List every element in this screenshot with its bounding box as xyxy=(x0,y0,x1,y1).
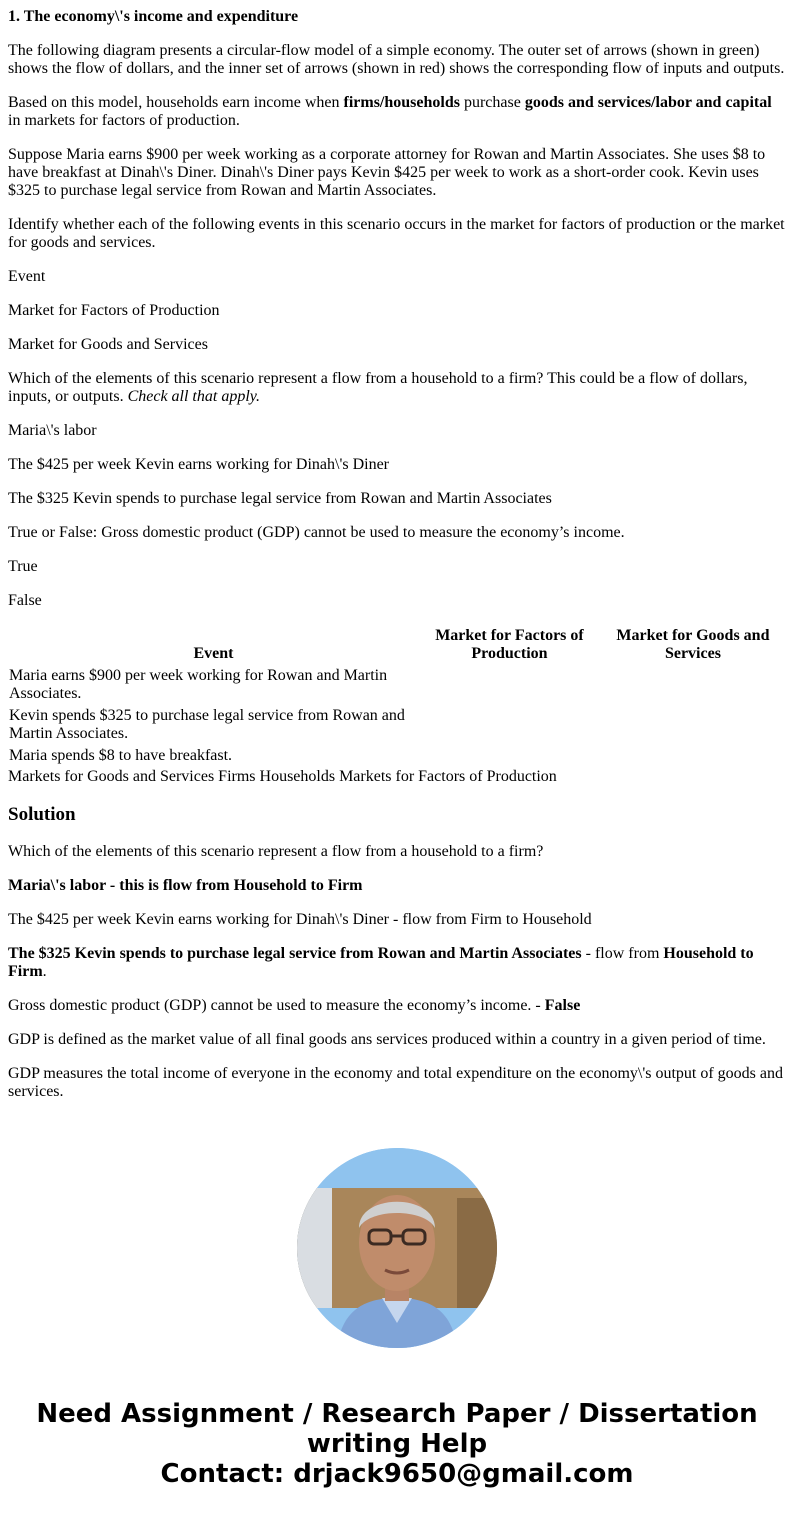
table-row xyxy=(8,746,786,766)
solution-answer-kevin-earns: The $425 per week Kevin earns working for Dinah\'s Diner - flow from Firm to Household xyxy=(8,911,592,928)
promo-contact[interactable]: Contact: drjack9650@gmail.com xyxy=(160,1459,634,1489)
dropdown-goods-labor[interactable]: goods and services/labor and capital xyxy=(524,94,772,111)
goods-choice-cell[interactable] xyxy=(600,746,786,766)
header-event: Event xyxy=(193,645,234,662)
promo-line-2: writing Help xyxy=(306,1429,488,1459)
promo-line-1: Need Assignment / Research Paper / Dissertation xyxy=(36,1399,758,1429)
events-table xyxy=(6,624,788,768)
identify-prompt: Identify whether each of the following events in this scenario occurs in the market for factors of production or the market for goods and services. xyxy=(8,216,785,251)
option-false[interactable]: False xyxy=(8,592,42,609)
solution-question: Which of the elements of this scenario represent a flow from a household to a firm? xyxy=(8,843,544,860)
solution-heading: Solution xyxy=(8,804,76,825)
header-goods-and-services: Market for Goods and Services xyxy=(616,627,770,662)
model-statement: Based on this model, households earn income when firms/households purchase goods and services/labor and capital in markets for factors of production. xyxy=(8,94,772,129)
table-row xyxy=(8,706,786,744)
solution-answer-kevin-spends: The $325 Kevin spends to purchase legal service from Rowan and Martin Associates - flow from Household to Firm. xyxy=(8,945,754,980)
event-cell: Kevin spends $325 to purchase legal service from Rowan and Martin Associates. xyxy=(9,707,405,742)
gdp-definition: GDP is defined as the market value of all final goods ans services produced within a country in a given period of time. xyxy=(8,1031,766,1048)
label-event: Event xyxy=(8,268,46,285)
option-kevin-spends[interactable]: The $325 Kevin spends to purchase legal service from Rowan and Martin Associates xyxy=(8,490,552,507)
factors-choice-cell[interactable] xyxy=(421,666,598,704)
header-factors-of-production: Market for Factors of Production xyxy=(435,627,584,662)
table-header-row xyxy=(8,626,786,664)
label-goods-market: Market for Goods and Services xyxy=(8,336,208,353)
gdp-answer: Gross domestic product (GDP) cannot be used to measure the economy’s income. - False xyxy=(8,997,581,1014)
factors-choice-cell[interactable] xyxy=(421,706,598,744)
option-maria-labor[interactable]: Maria\'s labor xyxy=(8,422,97,439)
scenario-text: Suppose Maria earns $900 per week working as a corporate attorney for Rowan and Martin Associates. She uses $8 to have breakfast at Dinah\'s Diner. Dinah\'s Diner pays Kevin $425 per week to work as a short-order cook. Kevin uses $325 to purchase legal service from Rowan and Martin Associates. xyxy=(8,146,766,199)
author-portrait-icon xyxy=(297,1148,497,1348)
author-avatar xyxy=(297,1148,497,1348)
event-cell: Maria earns $900 per week working for Rowan and Martin Associates. xyxy=(9,667,388,702)
dropdown-firms-households[interactable]: firms/households xyxy=(343,94,460,111)
solution-answer-maria: Maria\'s labor - this is flow from Household to Firm xyxy=(8,877,363,894)
true-false-prompt: True or False: Gross domestic product (GDP) cannot be used to measure the economy’s income. xyxy=(8,524,625,541)
label-factors-market: Market for Factors of Production xyxy=(8,302,220,319)
intro-text: The following diagram presents a circular-flow model of a simple economy. The outer set of arrows (shown in green) shows the flow of dollars, and the inner set of arrows (shown in red) shows the corresponding flow of inputs and outputs. xyxy=(8,42,785,77)
table-row xyxy=(8,666,786,704)
option-kevin-earns[interactable]: The $425 per week Kevin earns working for Dinah\'s Diner xyxy=(8,456,389,473)
question-heading: 1. The economy\'s income and expenditure xyxy=(8,8,299,25)
diagram-labels: Markets for Goods and Services Firms Households Markets for Factors of Production xyxy=(8,768,557,785)
option-true[interactable]: True xyxy=(8,558,38,575)
gdp-measure: GDP measures the total income of everyone in the economy and total expenditure on the economy\'s output of goods and services. xyxy=(8,1065,783,1100)
goods-choice-cell[interactable] xyxy=(600,706,786,744)
flow-prompt: Which of the elements of this scenario represent a flow from a household to a firm? This could be a flow of dollars, inputs, or outputs. Check all that apply. xyxy=(8,370,748,405)
promo-banner xyxy=(8,1399,786,1489)
goods-choice-cell[interactable] xyxy=(600,666,786,704)
avatar-wrapper xyxy=(8,1148,786,1348)
factors-choice-cell[interactable] xyxy=(421,746,598,766)
event-cell: Maria spends $8 to have breakfast. xyxy=(9,747,233,764)
